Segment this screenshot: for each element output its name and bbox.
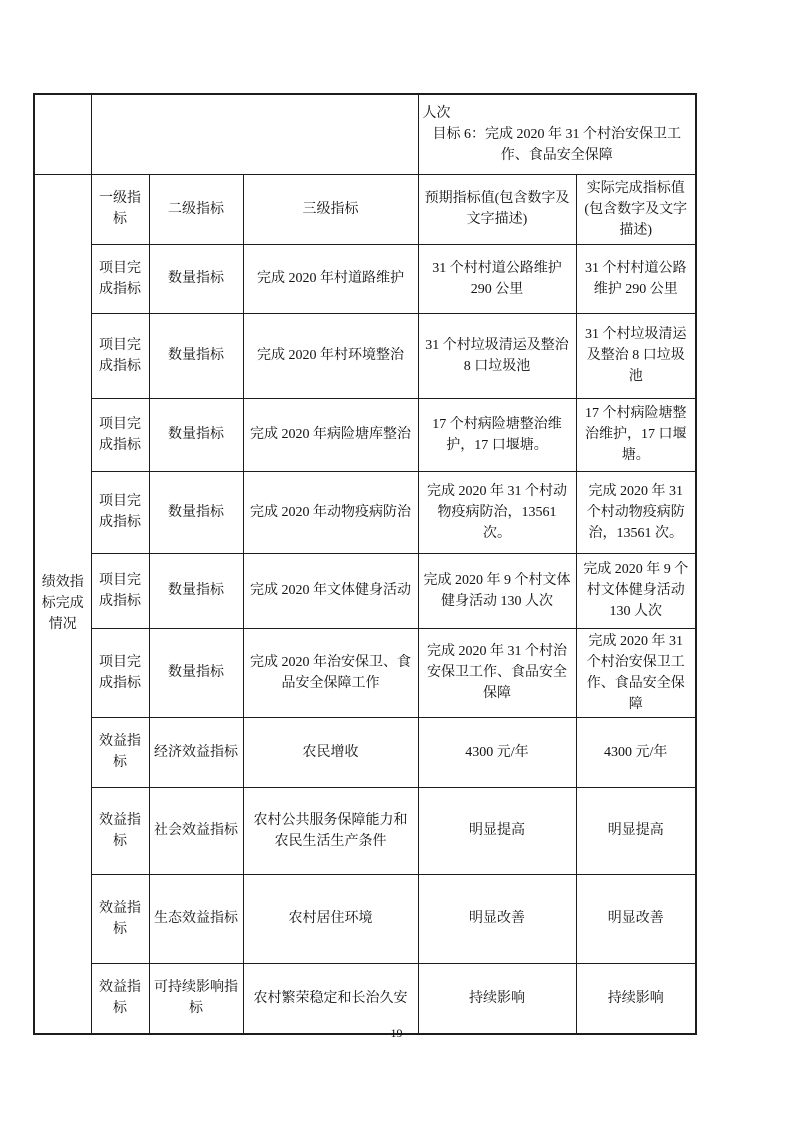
- cell-expected: 完成 2020 年 31 个村动物疫病防治，13561 次。: [418, 471, 576, 553]
- header-level2-indicator: 二级指标: [149, 174, 243, 244]
- cell-actual: 完成 2020 年 31 个村治安保卫工作、食品安全保障: [576, 628, 696, 717]
- table-row: [34, 398, 696, 471]
- cell-expected: 31 个村村道公路维护 290 公里: [418, 244, 576, 313]
- goal-6-cell: [418, 94, 696, 174]
- empty-cell: [34, 94, 91, 174]
- table-row: [34, 963, 696, 1034]
- cell-level2: 数量指标: [149, 313, 243, 398]
- cell-level2: 社会效益指标: [149, 787, 243, 874]
- header-actual-value: 实际完成指标值(包含数字及文字描述): [576, 174, 696, 244]
- cell-expected: 明显提高: [418, 787, 576, 874]
- cell-level1: 项目完成指标: [91, 313, 149, 398]
- cell-level1: 项目完成指标: [91, 471, 149, 553]
- cell-expected: 明显改善: [418, 874, 576, 963]
- cell-level1: 项目完成指标: [91, 553, 149, 628]
- table-row: [34, 553, 696, 628]
- header-level3-indicator: 三级指标: [243, 174, 418, 244]
- table-header-row: [34, 174, 696, 244]
- cell-actual: 31 个村垃圾清运及整治 8 口垃圾池: [576, 313, 696, 398]
- cell-level3: 农村繁荣稳定和长治久安: [243, 963, 418, 1034]
- cell-level3: 完成 2020 年村道路维护: [243, 244, 418, 313]
- cell-level2: 数量指标: [149, 471, 243, 553]
- cell-level2: 经济效益指标: [149, 717, 243, 787]
- empty-cell: [91, 94, 418, 174]
- cell-level3: 完成 2020 年治安保卫、食品安全保障工作: [243, 628, 418, 717]
- cell-actual: 31 个村村道公路维护 290 公里: [576, 244, 696, 313]
- cell-actual: 完成 2020 年 9 个村文体健身活动 130 人次: [576, 553, 696, 628]
- table-row: [34, 244, 696, 313]
- cell-level1: 效益指标: [91, 717, 149, 787]
- cell-level2: 数量指标: [149, 398, 243, 471]
- unit-text: 人次: [422, 105, 451, 121]
- cell-actual: 17 个村病险塘整治维护，17 口堰塘。: [576, 398, 696, 471]
- cell-level3: 农村居住环境: [243, 874, 418, 963]
- table-row-continued: [34, 94, 696, 174]
- page-number: 19: [390, 1026, 403, 1040]
- cell-level2: 生态效益指标: [149, 874, 243, 963]
- cell-expected: 完成 2020 年 31 个村治安保卫工作、食品安全保障: [418, 628, 576, 717]
- cell-level2: 数量指标: [149, 244, 243, 313]
- cell-expected: 31 个村垃圾清运及整治 8 口垃圾池: [418, 313, 576, 398]
- cell-level3: 农民增收: [243, 717, 418, 787]
- table-row: [34, 874, 696, 963]
- cell-actual: 持续影响: [576, 963, 696, 1034]
- cell-actual: 完成 2020 年 31 个村动物疫病防治，13561 次。: [576, 471, 696, 553]
- cell-actual: 明显改善: [576, 874, 696, 963]
- cell-expected: 完成 2020 年 9 个村文体健身活动 130 人次: [418, 553, 576, 628]
- cell-level3: 完成 2020 年村环境整治: [243, 313, 418, 398]
- cell-level2: 数量指标: [149, 553, 243, 628]
- cell-level1: 项目完成指标: [91, 244, 149, 313]
- goal-6-text: 目标 6：完成 2020 年 31 个村治安保卫工作、食品安全保障: [432, 126, 681, 163]
- table-row: [34, 628, 696, 717]
- cell-level1: 效益指标: [91, 963, 149, 1034]
- cell-level3: 农村公共服务保障能力和农民生活生产条件: [243, 787, 418, 874]
- cell-level3: 完成 2020 年病险塘库整治: [243, 398, 418, 471]
- cell-level3: 完成 2020 年动物疫病防治: [243, 471, 418, 553]
- cell-actual: 明显提高: [576, 787, 696, 874]
- table-row: [34, 717, 696, 787]
- table-row: [34, 313, 696, 398]
- header-expected-value: 预期指标值(包含数字及文字描述): [418, 174, 576, 244]
- cell-level3: 完成 2020 年文体健身活动: [243, 553, 418, 628]
- cell-expected: 17 个村病险塘整治维护，17 口堰塘。: [418, 398, 576, 471]
- cell-expected: 持续影响: [418, 963, 576, 1034]
- table-row: [34, 787, 696, 874]
- cell-level1: 项目完成指标: [91, 398, 149, 471]
- cell-level1: 效益指标: [91, 787, 149, 874]
- cell-actual: 4300 元/年: [576, 717, 696, 787]
- header-level1-indicator: 一级指标: [91, 174, 149, 244]
- cell-level2: 数量指标: [149, 628, 243, 717]
- row-group-label: 绩效指标完成情况: [34, 174, 91, 1034]
- cell-expected: 4300 元/年: [418, 717, 576, 787]
- performance-indicator-table: [33, 93, 697, 1035]
- table-row: [34, 471, 696, 553]
- cell-level2: 可持续影响指标: [149, 963, 243, 1034]
- cell-level1: 项目完成指标: [91, 628, 149, 717]
- cell-level1: 效益指标: [91, 874, 149, 963]
